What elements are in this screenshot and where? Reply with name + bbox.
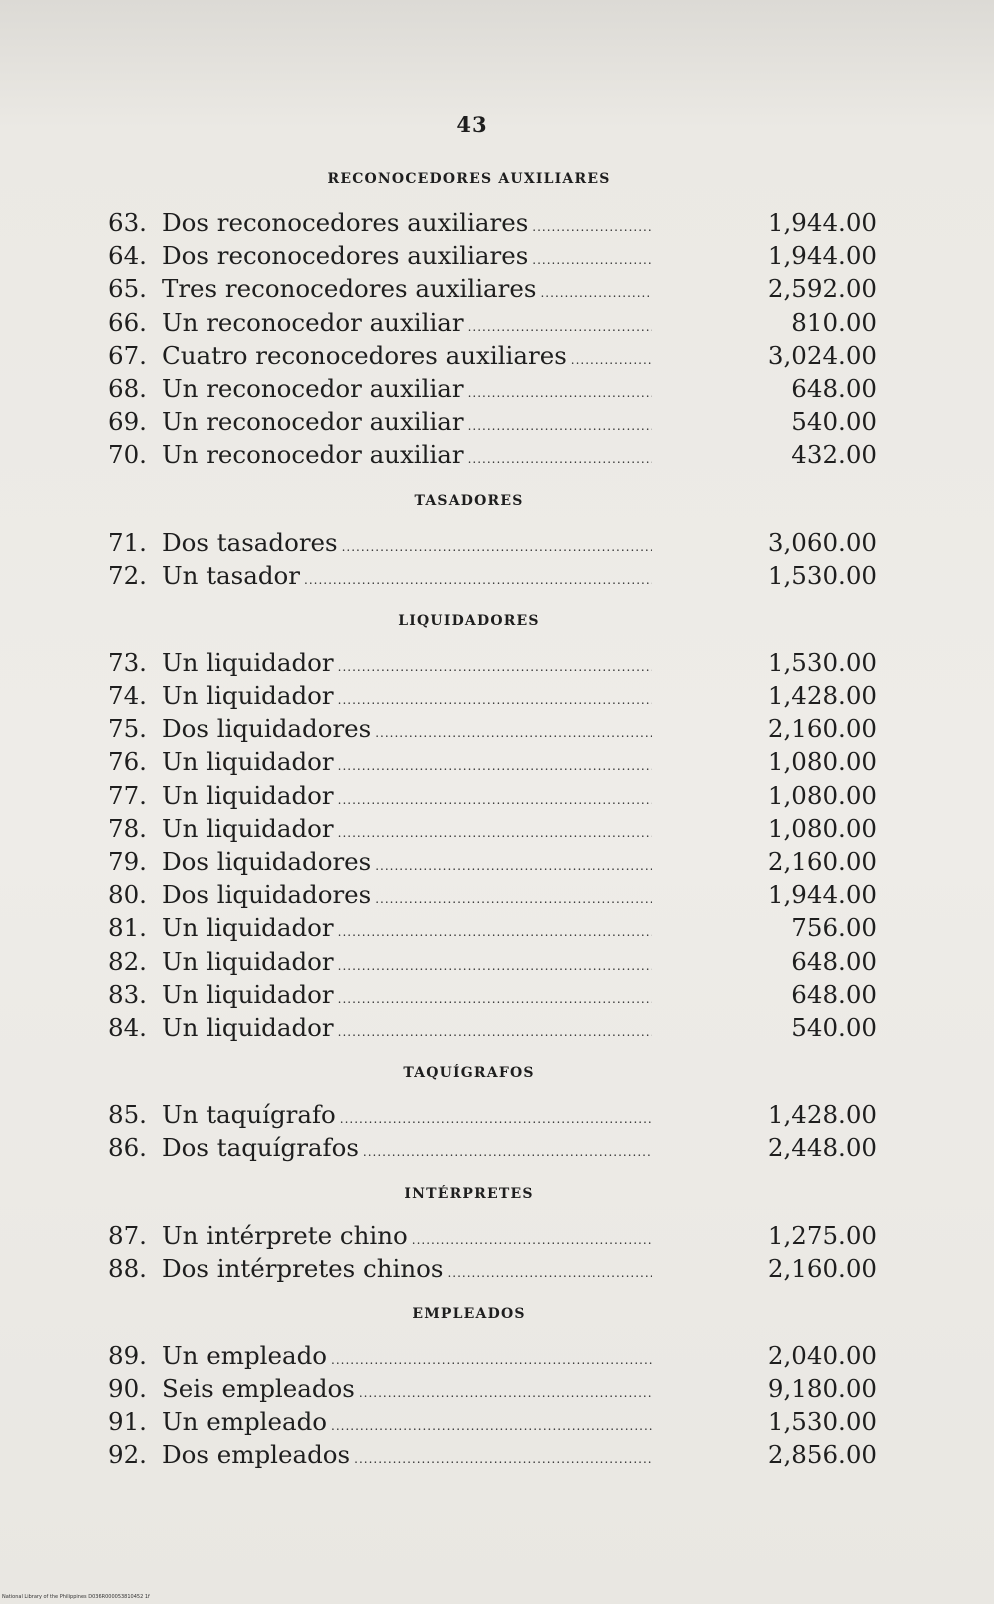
item-description: Dos empleados ..... [162,1438,652,1476]
leader-dots [354,1443,652,1476]
item-number: 67. [108,340,147,370]
footer-stamp: National Library of the Philippines D036R000053810452 1f [2,1594,150,1600]
list-item [108,1339,888,1372]
item-number: 83. [108,979,147,1009]
item-number: 63. [108,208,147,237]
item-description: Dos tasadores ..... [162,526,652,564]
item-amount: 1,944.00 [767,208,877,237]
item-number: 73. [108,647,147,677]
item-amount: 9,180.00 [767,1374,877,1404]
section-title: RECONOCEDORES AUXILIARES [327,171,611,187]
list-item [108,1405,888,1438]
item-amount: 1,080.00 [767,813,877,843]
list-item [108,272,888,305]
item-amount: 756.00 [791,913,877,943]
list-item [108,1098,888,1131]
item-number: 74. [108,681,147,711]
item-number: 86. [108,1133,147,1163]
section-title: EMPLEADOS [412,1305,526,1322]
item-description: Un liquidador ..... [162,679,652,717]
item-amount: 2,160.00 [767,847,877,876]
item-number: 82. [108,946,147,976]
page-number: 43 [456,112,488,137]
item-description: Un liquidador ..... [162,945,652,983]
list-item [108,438,888,471]
leader-dots [363,1136,652,1169]
item-amount: 2,160.00 [767,714,877,744]
item-amount: 540.00 [791,407,877,437]
item-amount: 2,448.00 [767,1133,877,1163]
item-description: Seis empleados ..... [162,1372,652,1410]
list-item [108,1011,888,1044]
item-description: Un empleado ..... [162,1405,652,1443]
item-amount: 2,592.00 [767,274,877,304]
item-number: 89. [108,1340,147,1370]
item-number: 72. [108,560,147,590]
item-description: Un liquidador ..... [162,779,652,817]
list-item [108,339,888,372]
item-description: Un intérprete chino ..... [162,1219,652,1257]
list-item [108,1438,888,1471]
item-number: 84. [108,1012,147,1042]
list-item [108,1219,888,1252]
section-title: LIQUIDADORES [398,612,540,629]
list-item [108,679,888,712]
item-description: Un reconocedor auxiliar ..... [162,306,652,344]
list-item [108,405,888,438]
leader-dots [304,564,652,597]
item-number: 66. [108,307,147,337]
leader-dots [338,1016,652,1049]
section-title: INTÉRPRETES [404,1185,534,1202]
item-description: Tres reconocedores auxiliares ..... [162,272,652,310]
page-content [108,168,888,1472]
list-item [108,1131,888,1164]
item-amount: 3,024.00 [767,340,877,370]
item-number: 90. [108,1374,147,1404]
item-amount: 1,080.00 [767,747,877,777]
item-description: Un liquidador ..... [162,978,652,1016]
leader-dots [468,443,652,476]
item-description: Un empleado ..... [162,1339,652,1377]
list-item [108,878,888,911]
item-description: Un reconocedor auxiliar ..... [162,405,652,443]
item-number: 85. [108,1100,147,1130]
list-item [108,306,888,339]
item-description: Un liquidador ..... [162,812,652,850]
item-amount: 648.00 [791,946,877,976]
item-number: 64. [108,241,147,271]
item-description: Un liquidador ..... [162,646,652,684]
item-amount: 540.00 [791,1012,877,1042]
list-item [108,845,888,878]
list-item [108,812,888,845]
item-number: 76. [108,747,147,777]
item-number: 71. [108,527,147,557]
item-amount: 648.00 [791,373,877,403]
item-amount: 1,275.00 [767,1220,877,1250]
item-number: 68. [108,373,147,403]
item-amount: 2,160.00 [767,1253,877,1283]
item-number: 92. [108,1440,147,1470]
list-item [108,1372,888,1405]
item-number: 88. [108,1253,147,1283]
section-title: TASADORES [414,492,524,509]
list-item [108,239,888,272]
list-item [108,559,888,592]
item-number: 77. [108,780,147,810]
item-number: 87. [108,1220,147,1250]
item-description: Dos taquígrafos ..... [162,1131,652,1169]
item-description: Dos reconocedores auxiliares ..... [162,239,652,277]
item-description: Dos liquidadores ..... [162,712,652,750]
item-number: 91. [108,1407,147,1437]
item-number: 75. [108,714,147,744]
item-amount: 1,530.00 [767,647,877,677]
list-item [108,712,888,745]
item-amount: 648.00 [791,979,877,1009]
item-number: 79. [108,847,147,876]
list-item [108,206,888,239]
list-item [108,1252,888,1285]
item-description: Un reconocedor auxiliar ..... [162,438,652,476]
item-description: Un taquígrafo ..... [162,1098,652,1136]
list-item [108,745,888,778]
list-item [108,526,888,559]
item-description: Un tasador ..... [162,559,652,597]
section-title: TAQUÍGRAFOS [403,1065,535,1082]
list-item [108,646,888,679]
list-item [108,945,888,978]
item-amount: 3,060.00 [767,527,877,557]
item-amount: 1,944.00 [767,880,877,910]
item-amount: 1,428.00 [767,1100,877,1130]
item-amount: 2,856.00 [767,1440,877,1470]
item-amount: 1,944.00 [767,241,877,271]
item-description: Un liquidador ..... [162,745,652,783]
leader-dots [447,1257,652,1290]
item-description: Dos liquidadores ..... [162,845,652,883]
item-description: Un reconocedor auxiliar ..... [162,372,652,410]
item-number: 81. [108,913,147,943]
item-description: Dos liquidadores ..... [162,878,652,916]
item-description: Un liquidador ..... [162,1011,652,1049]
item-amount: 1,530.00 [767,560,877,590]
item-amount: 432.00 [791,440,877,470]
item-amount: 2,040.00 [767,1340,877,1370]
item-number: 78. [108,813,147,843]
item-amount: 810.00 [791,307,877,337]
item-amount: 1,530.00 [767,1407,877,1437]
item-amount: 1,080.00 [767,780,877,810]
item-description: Un liquidador ..... [162,911,652,949]
list-item [108,911,888,944]
item-number: 65. [108,274,147,304]
list-item [108,372,888,405]
list-item [108,978,888,1011]
item-description: Dos intérpretes chinos ..... [162,1252,652,1290]
item-description: Dos reconocedores auxiliares ..... [162,206,652,244]
item-number: 80. [108,880,147,910]
item-description: Cuatro reconocedores auxiliares ..... [162,339,652,377]
item-number: 70. [108,440,147,470]
list-item [108,779,888,812]
item-number: 69. [108,407,147,437]
item-amount: 1,428.00 [767,681,877,711]
